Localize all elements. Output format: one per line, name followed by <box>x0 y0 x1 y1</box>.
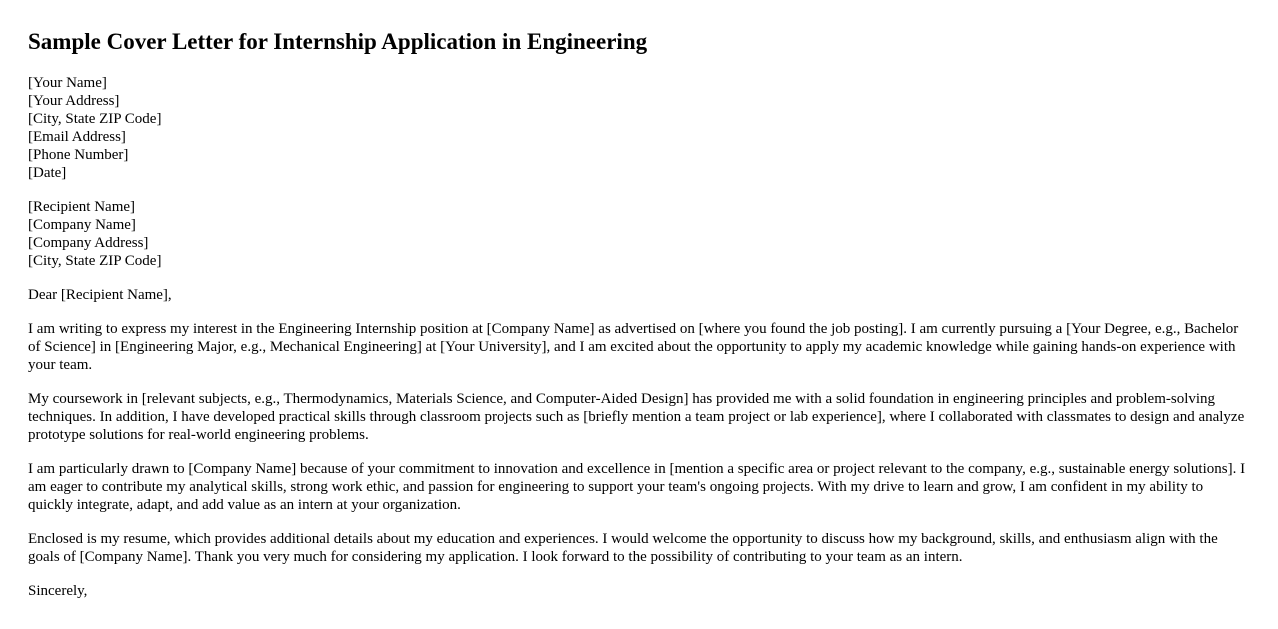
sender-address: [Your Address] <box>28 93 120 109</box>
recipient-company-address: [Company Address] <box>28 235 149 251</box>
recipient-company: [Company Name] <box>28 217 136 233</box>
cover-letter-document <box>0 28 1278 600</box>
sender-address-block <box>28 74 1250 182</box>
recipient-city-state-zip: [City, State ZIP Code] <box>28 253 162 269</box>
paragraph-intro: I am writing to express my interest in the Engineering Internship position at [Company Name] as advertised on [where you found the job posting]. I am currently pursuing a [Your Degree, e.g., Bachelor of Science] in [Engineering Major, e.g., Mechanical Engineering] at [Your University], and I am excited about the opportunity to apply my academic knowledge while gaining hands-on experience with your team. <box>28 321 1239 373</box>
paragraph-company-interest: I am particularly drawn to [Company Name] because of your commitment to innovation and excellence in [mention a specific area or project relevant to the company, e.g., sustainable energy solutions]. I am eager to contribute my analytical skills, strong work ethic, and passion for engineering to support your team's ongoing projects. With my drive to learn and grow, I am confident in my ability to quickly integrate, adapt, and add value as an intern at your organization. <box>28 461 1246 513</box>
sender-city-state-zip: [City, State ZIP Code] <box>28 111 162 127</box>
recipient-name: [Recipient Name] <box>28 199 136 215</box>
sender-name: [Your Name] <box>28 75 107 91</box>
closing-valediction: Sincerely, <box>28 583 88 599</box>
letter-date: [Date] <box>28 165 67 181</box>
sender-email: [Email Address] <box>28 129 126 145</box>
recipient-address-block <box>28 198 1250 270</box>
paragraph-closing: Enclosed is my resume, which provides additional details about my education and experiences. I would welcome the opportunity to discuss how my background, skills, and enthusiasm align with the goals of [Company Name]. Thank you very much for considering my application. I look forward to the possibility of contributing to your team as an intern. <box>28 531 1218 565</box>
page-title: Sample Cover Letter for Internship Application in Engineering <box>28 29 648 54</box>
paragraph-coursework: My coursework in [relevant subjects, e.g., Thermodynamics, Materials Science, and Computer-Aided Design] has provided me with a solid foundation in engineering principles and problem-solving techniques. In addition, I have developed practical skills through classroom projects such as [briefly mention a team project or lab experience], where I collaborated with classmates to design and analyze prototype solutions for real-world engineering problems. <box>28 391 1245 443</box>
salutation: Dear [Recipient Name], <box>28 287 172 303</box>
sender-phone: [Phone Number] <box>28 147 129 163</box>
